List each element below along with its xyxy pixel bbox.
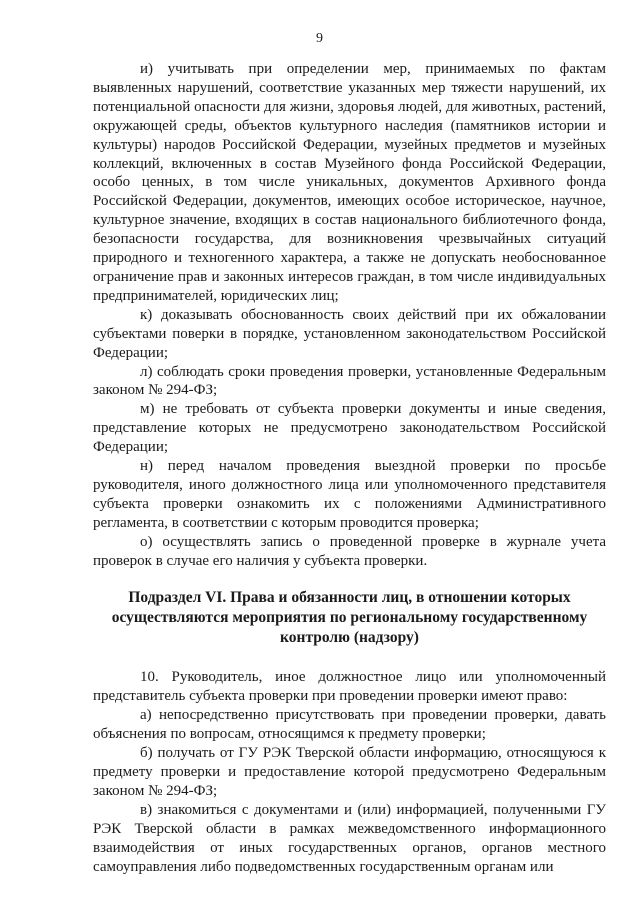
paragraph-item-a: а) непосредственно присутствовать при проведении проверки, давать объяснения по вопросам, относящимся к предмету проверки; <box>93 707 606 743</box>
paragraph-item-k: к) доказывать обоснованность своих действий при их обжаловании субъектами поверки в порядке, установленном законодательством Российской Федерации; <box>93 306 606 361</box>
paragraph-item-v: в) знакомиться с документами и (или) информацией, полученными ГУ РЭК Тверской области в рамках межведомственного информационного взаимодействия от иных государственных органов, органов местного самоуправления либо подведомственных государственным органам или <box>93 801 606 875</box>
document-body <box>93 60 606 876</box>
page-number: 9 <box>316 31 323 46</box>
paragraph-item-n: н) перед началом проведения выездной проверки по просьбе руководителя, иного должностного лица или уполномоченного представителя субъекта проверки ознакомить их с положениями Административного регламента, в соответствии с которым проводится проверка; <box>93 458 606 531</box>
paragraph-item-10: 10. Руководитель, иное должностное лицо или уполномоченный представитель субъекта проверки при проведении проверки имеют право: <box>93 669 606 705</box>
paragraph-item-m: м) не требовать от субъекта проверки документы и иные сведения, представление которых не предусмотрено законодательством Российской Федерации; <box>93 401 606 456</box>
paragraph-item-l: л) соблюдать сроки проведения проверки, установленные Федеральным законом № 294-ФЗ; <box>93 363 606 399</box>
paragraph-item-o: о) осуществлять запись о проведенной проверке в журнале учета проверок в случае его наличия у субъекта проверки. <box>93 533 606 569</box>
section-title: Подраздел VI. Права и обязанности лиц, в отношении которых осуществляются мероприятия по региональному государственному контролю (надзору) <box>111 589 588 647</box>
paragraph-item-i: и) учитывать при определении мер, принимаемых по фактам выявленных нарушений, соответствие указанных мер тяжести нарушений, их потенциальной опасности для жизни, здоровья людей, для животных, растений, окружающей среды, объектов культурного наследия (памятников истории и культуры) народов Российской Федерации, музейных предметов и музейных коллекций, включенных в состав Музейного фонда Российской Федерации, особо ценных, в том числе уникальных, документов Архивного фонда Российской Федерации, документов, имеющих особое историческое, научное, культурное значение, входящих в состав национального библиотечного фонда, безопасности государства, для возникновения чрезвычайных ситуаций природного и техногенного характера, а также не допускать необоснованное ограничение прав и законных интересов граждан, в том числе индивидуальных предпринимателей, юридических лиц; <box>93 61 606 304</box>
paragraph-item-b: б) получать от ГУ РЭК Тверской области информацию, относящуюся к предмету проверки и предоставление которой предусмотрено Федеральным законом № 294-ФЗ; <box>93 745 606 799</box>
